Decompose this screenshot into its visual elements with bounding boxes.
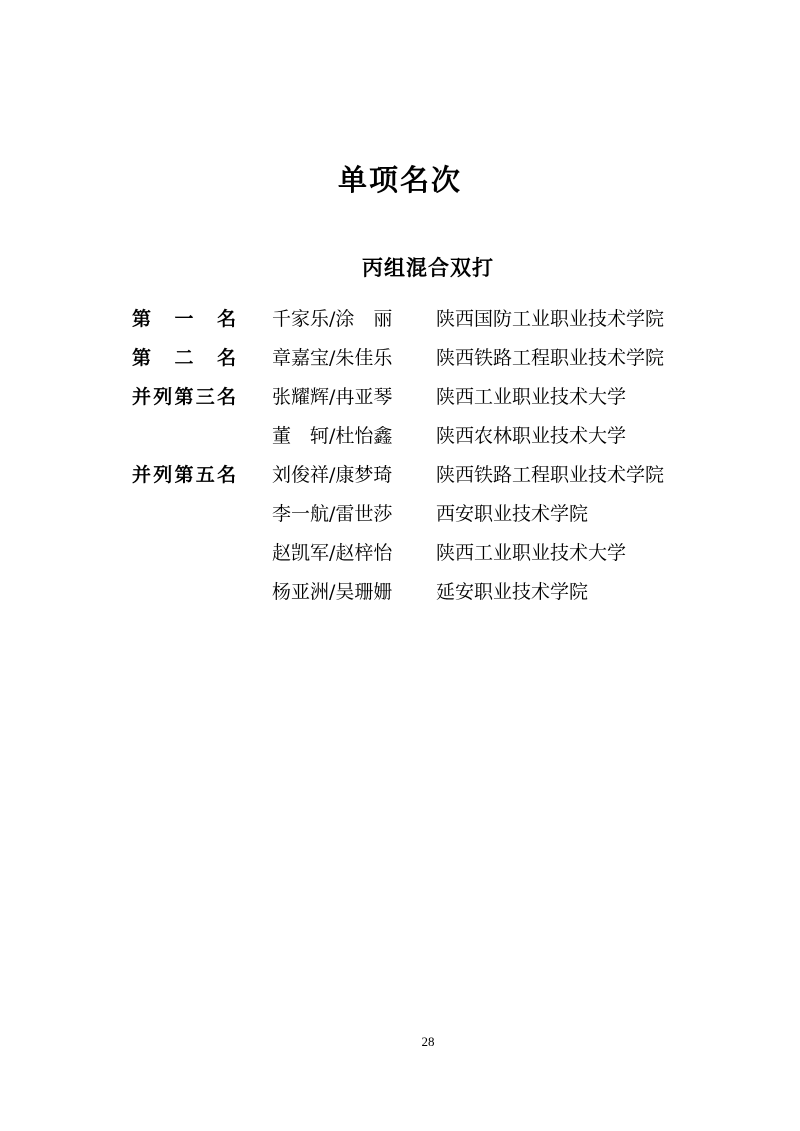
result-row (0, 339, 800, 378)
school-name: 陕西铁路工程职业技术学院 (436, 464, 665, 486)
result-row (0, 456, 800, 495)
rank-label: 第 一 名 (132, 308, 236, 330)
page-title: 单项名次 (337, 163, 462, 197)
school-name: 陕西工业职业技术大学 (436, 542, 627, 564)
section-subtitle: 丙组混合双打 (362, 256, 494, 280)
player-names: 千家乐/涂 丽 (272, 308, 393, 330)
results-list (0, 300, 800, 612)
player-names: 章嘉宝/朱佳乐 (272, 347, 393, 369)
result-row (0, 534, 800, 573)
player-names: 赵凯军/赵梓怡 (272, 542, 393, 564)
player-names: 刘俊祥/康梦琦 (272, 464, 393, 486)
player-names: 董 轲/杜怡鑫 (272, 425, 393, 447)
rank-label: 并列第三名 (132, 386, 236, 408)
player-names: 杨亚洲/吴珊姗 (272, 581, 393, 603)
rank-label: 并列第五名 (132, 464, 236, 486)
school-name: 陕西国防工业职业技术学院 (436, 308, 665, 330)
result-row (0, 495, 800, 534)
school-name: 西安职业技术学院 (436, 503, 589, 525)
school-name: 陕西农林职业技术大学 (436, 425, 627, 447)
school-name: 延安职业技术学院 (436, 581, 589, 603)
result-row (0, 417, 800, 456)
page-number: 28 (421, 1034, 435, 1049)
player-names: 李一航/雷世莎 (272, 503, 393, 525)
rank-label: 第 二 名 (132, 347, 236, 369)
result-row (0, 573, 800, 612)
result-row (0, 378, 800, 417)
school-name: 陕西工业职业技术大学 (436, 386, 627, 408)
result-row (0, 300, 800, 339)
school-name: 陕西铁路工程职业技术学院 (436, 347, 665, 369)
player-names: 张耀辉/冉亚琴 (272, 386, 393, 408)
